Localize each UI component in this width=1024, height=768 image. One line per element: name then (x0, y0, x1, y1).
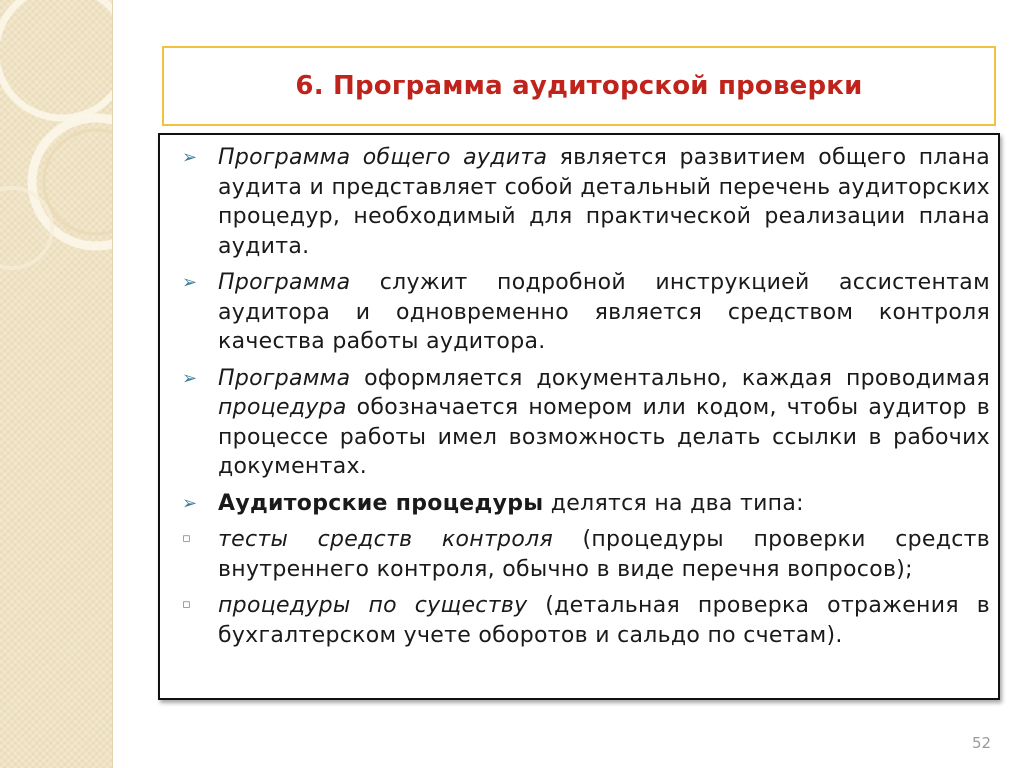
bullet-emphasis: Программа общего аудита (218, 145, 548, 170)
title-box (162, 46, 996, 126)
decorative-sidebar (0, 0, 113, 768)
bullet-body: (процедуры проверки средств внутреннего контроля, обычно в виде перечня вопросов); (218, 527, 990, 582)
list-item (178, 489, 990, 519)
bullet-text (218, 268, 990, 357)
bullet-body: оформляется документально, каждая проводимая (350, 365, 990, 391)
bullet-text (218, 143, 990, 261)
bullet-emphasis: Программа (218, 365, 351, 391)
arrow-bullet-icon: ➢ (182, 367, 198, 389)
arrow-bullet-icon: ➢ (182, 272, 198, 293)
bullet-strong: Аудиторские процедуры (218, 490, 544, 516)
bullet-text (218, 364, 990, 482)
list-item (178, 525, 990, 584)
bullet-text (218, 489, 990, 519)
square-bullet-icon: ▫ (182, 597, 191, 612)
arrow-bullet-icon: ➢ (182, 147, 198, 168)
content-box (158, 133, 1000, 700)
arrow-bullet-icon: ➢ (182, 492, 198, 514)
bullet-body: (детальная проверка отражения в бухгалтерском учете оборотов и сальдо по счетам). (218, 593, 990, 648)
list-item (178, 591, 990, 650)
bullet-body: служит подробной инструкцией ассистентам аудитора и одновременно является средством контроля качества работы аудитора. (218, 270, 990, 354)
bullet-emphasis: Программа (218, 270, 351, 295)
bullet-body: обозначается номером или кодом, чтобы аудитор в процессе работы имел возможность делать ссылки в рабочих документах. (218, 395, 990, 479)
square-bullet-icon: ▫ (182, 531, 191, 546)
bullet-text (218, 591, 990, 650)
slide-title: 6. Программа аудиторской проверки (295, 71, 863, 101)
bullet-body: делятся на два типа: (543, 490, 804, 516)
list-item (178, 364, 990, 482)
list-item (178, 143, 990, 261)
bullet-emphasis: тесты средств контроля (218, 527, 553, 552)
bullet-list (178, 143, 990, 657)
page-number: 52 (972, 734, 992, 752)
bullet-text (218, 525, 990, 584)
bullet-body: является развитием общего плана аудита и представляет собой детальный перечень аудиторских процедур, необходимый для практической реализации плана аудита. (218, 145, 990, 259)
bullet-emphasis: процедуры по существу (218, 593, 528, 618)
list-item (178, 268, 990, 357)
bullet-emphasis: процедура (218, 395, 347, 420)
decorative-rings-icon (0, 0, 112, 768)
